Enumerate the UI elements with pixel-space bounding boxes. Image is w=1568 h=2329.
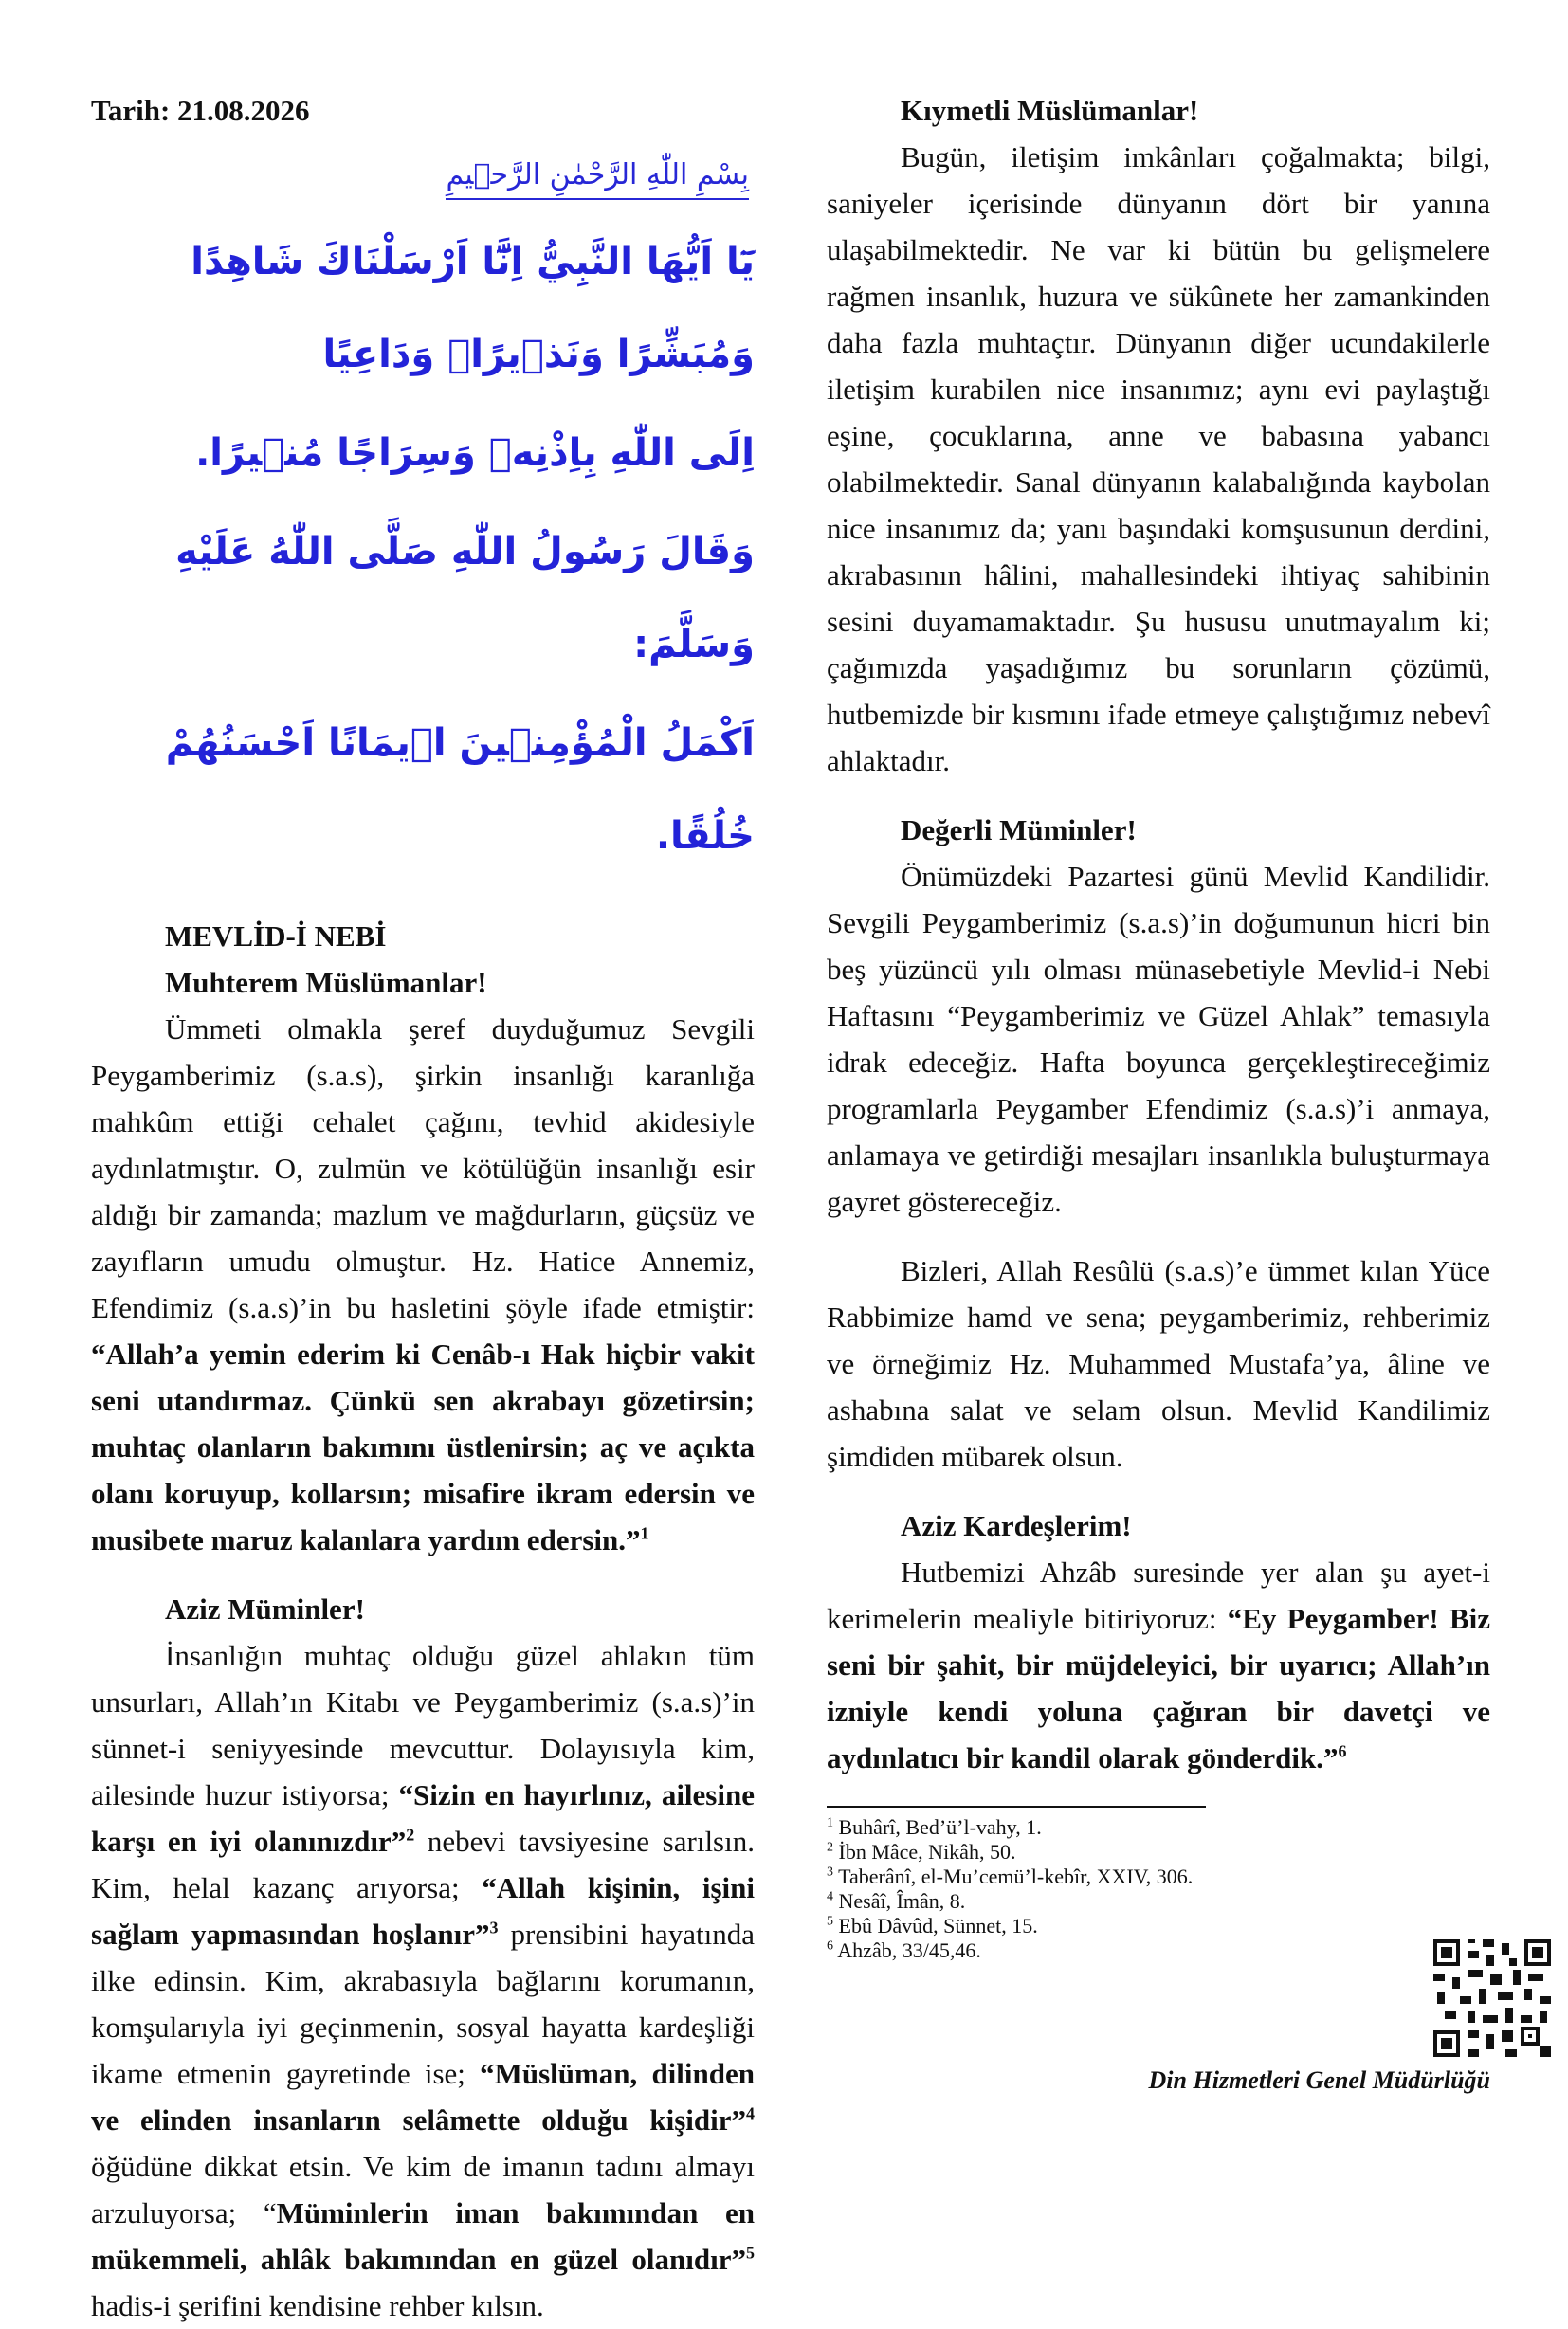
arabic-line: يَٓا اَيُّهَا النَّبِيُّ اِنَّٓا اَرْسَلْنَاكَ شَاهِدًا وَمُبَشِّرًا وَنَذ۪يرًاۙ وَدَاعِيًا bbox=[191, 240, 755, 376]
paragraph bbox=[91, 1632, 755, 2329]
hadith-quote: “Allah’a yemin ederim ki Cenâb-ı Hak hiçbir vakit seni utandırmaz. Çünkü sen akrabayı gözetirsin; muhtaç olanların bakımını üstlenirsin; aç ve açıkta olanı koruyup, kollarsın; misafire ikram edersin ve musibete maruz kalanlara yardım edersin.” bbox=[91, 1337, 755, 1556]
text: prensibini hayatında ilke edinsin. Kim, akrabasıyla bağlarını korumanın, komşularıyla iyi geçinmenin, sosyal hayatta kardeşliği ikame etmenin gayretinde ise; bbox=[91, 1918, 755, 2090]
footnote-divider bbox=[827, 1806, 1206, 1808]
section-heading: Aziz Kardeşlerim! bbox=[901, 1509, 1132, 1542]
hadith-quote: “Sizin en hayırlınız, ailesine karşı en iyi olanınızdır” bbox=[91, 1778, 755, 1858]
qr-code-icon[interactable] bbox=[1430, 1936, 1555, 2061]
footnote-number: 4 bbox=[827, 1889, 833, 1904]
footnote-ref: 1 bbox=[640, 1523, 649, 1543]
footnote-text: Buhârî, Bed’ü’l-vahy, 1. bbox=[838, 1815, 1042, 1839]
paragraph: Bizleri, Allah Resûlü (s.a.s)’e ümmet kılan Yüce Rabbimize hamd ve sena; peygamberimiz, rehberimiz ve örneğimiz Hz. Muhammed Mustafa’ya, âline ve ashabına salat ve selam olsun. Mevlid Kandilimiz şimdiden mübarek olsun. bbox=[827, 1254, 1490, 1473]
footnote-ref: 2 bbox=[406, 1825, 415, 1845]
text: Hutbemizi Ahzâb suresinde yer alan şu ayet-i kerimelerin mealiyle bitiriyoruz: bbox=[827, 1556, 1490, 1635]
arabic-line: اَكْمَلُ الْمُؤْمِن۪ينَ ا۪يمَانًا اَحْسَنُهُمْ خُلُقًا. bbox=[165, 721, 755, 858]
footnote bbox=[827, 1865, 1490, 1889]
paragraph: Önümüzdeki Pazartesi günü Mevlid Kandilidir. Sevgili Peygamberimiz (s.a.s)’in doğumunun hicri bin beş yüzüncü yılı olması münasebetiyle Mevlid-i Nebi Haftasını “Peygamberimiz ve Güzel Ahlak” temasıyla idrak edeceğiz. Hafta boyunca gerçekleştireceğimiz programlarla Peygamber Efendimiz (s.a.s)’i anmaya, anlamaya ve getirdiği mesajları insanlıkla buluşturmaya gayret göstereceğiz. bbox=[827, 860, 1490, 1218]
footnote-number: 5 bbox=[827, 1914, 833, 1929]
footnote bbox=[827, 1914, 1490, 1938]
footnote-number: 6 bbox=[827, 1938, 833, 1954]
footnote-text: Ahzâb, 33/45,46. bbox=[837, 1938, 981, 1962]
footnote-text: İbn Mâce, Nikâh, 50. bbox=[838, 1840, 1016, 1864]
arabic-line: وَقَالَ رَسُولُ اللّٰهِ صَلَّى اللّٰهُ عَلَيْهِ وَسَلَّمَ: bbox=[175, 530, 755, 666]
footnote-ref: 3 bbox=[489, 1918, 499, 1938]
signature: Din Hizmetleri Genel Müdürlüğü bbox=[1148, 2066, 1490, 2094]
text: İnsanlığın muhtaç olduğu güzel ahlakın tüm unsurları, Allah’ın Kitabı ve Peygamberimiz (s.a.s)’in sünnet-i seniyyesinde mevcuttur. Dolayısıyla kim, ailesinde huzur istiyorsa; bbox=[91, 1639, 755, 1811]
hadith-quote: “Müslüman, dilinden ve elinden insanların selâmette olduğu kişidir” bbox=[91, 2057, 755, 2137]
footnote bbox=[827, 1938, 1490, 1963]
footnote-number: 2 bbox=[827, 1840, 833, 1855]
section-heading: Kıymetli Müslümanlar! bbox=[901, 94, 1199, 127]
arabic-line: اِلَى اللّٰهِ بِاِذْنِه۪ وَسِرَاجًا مُن۪يرًا. bbox=[195, 431, 755, 475]
right-column bbox=[827, 87, 1490, 1963]
footnote bbox=[827, 1840, 1490, 1865]
section-heading: Aziz Müminler! bbox=[165, 1592, 365, 1626]
left-column bbox=[91, 87, 755, 2329]
footnote-ref: 4 bbox=[746, 2103, 755, 2123]
paragraph bbox=[827, 1549, 1490, 1781]
paragraph bbox=[91, 1006, 755, 1563]
footnote-ref: 5 bbox=[746, 2243, 755, 2263]
sermon-title: MEVLİD-İ NEBİ bbox=[165, 919, 387, 953]
footnote bbox=[827, 1815, 1490, 1840]
verse-quote: “Ey Peygamber! Biz seni bir şahit, bir müjdeleyici, bir uyarıcı; Allah’ın izniyle kendi yoluna çağıran bir davetçi ve aydınlatıcı bir kandil olarak gönderdik.” bbox=[827, 1602, 1490, 1774]
hadith-quote: “Allah kişinin, işini sağlam yapmasından hoşlanır” bbox=[91, 1871, 755, 1951]
hadith-quote: Müminlerin iman bakımından en mükemmeli, ahlâk bakımından en güzel olanıdır” bbox=[91, 2196, 756, 2276]
text: öğüdüne dikkat etsin. Ve kim de imanın tadını almayı arzuluyorsa; “ bbox=[91, 2150, 755, 2229]
basmala: بِسْمِ اللّٰهِ الرَّحْمٰنِ الرَّح۪يمِ bbox=[446, 156, 749, 200]
text: hadis-i şerifini kendisine rehber kılsın. bbox=[91, 2289, 544, 2322]
footnote-text: Taberânî, el-Mu’cemü’l-kebîr, XXIV, 306. bbox=[838, 1865, 1194, 1888]
footnote-text: Ebû Dâvûd, Sünnet, 15. bbox=[838, 1914, 1038, 1938]
footnotes bbox=[827, 1815, 1490, 1963]
footnote bbox=[827, 1889, 1490, 1914]
footnote-text: Nesâî, Îmân, 8. bbox=[838, 1889, 966, 1913]
section-heading: Muhterem Müslümanlar! bbox=[165, 966, 487, 999]
section-heading: Değerli Müminler! bbox=[901, 813, 1137, 846]
footnote-number: 1 bbox=[827, 1815, 833, 1830]
arabic-verse-block bbox=[91, 215, 755, 882]
date-line: Tarih: 21.08.2026 bbox=[91, 94, 310, 127]
footnote-number: 3 bbox=[827, 1865, 833, 1880]
paragraph: Bugün, iletişim imkânları çoğalmakta; bilgi, saniyeler içerisinde dünyanın dört bir yanına ulaşabilmektedir. Ne var ki bütün bu gelişmelere rağmen insanlık, huzura ve sükûnete her zamankinden daha fazla muhtaçtır. Dünyanın diğer ucundakilerle iletişim kurabilen nice insanımız; aynı evi paylaştığı eşine, çocuklarına, anne ve babasına yabancı olabilmektedir. Sanal dünyanın kalabalığında kaybolan nice insanımız da; yanı başındaki komşusunun derdini, akrabasının hâlini, mahallesindeki ihtiyaç sahibinin sesini duyamamaktadır. Şu hususu unutmayalım ki; çağımızda yaşadığımız bu sorunların çözümü, hutbemizde bir kısmını ifade etmeye çalıştığımız nebevî ahlaktadır. bbox=[827, 140, 1490, 777]
text: Ümmeti olmakla şeref duyduğumuz Sevgili Peygamberimiz (s.a.s), şirkin insanlığı karanlığa mahkûm ettiği cehalet çağını, tevhid akidesiyle aydınlatmıştır. O, zulmün ve kötülüğün insanlığı esir aldığı bir zamanda; mazlum ve mağdurların, güçsüz ve zayıfların umudu olmuştur. Hz. Hatice Annemiz, Efendimiz (s.a.s)’in bu hasletini şöyle ifade etmiştir: bbox=[91, 1012, 755, 1324]
text: nebevi tavsiyesine sarılsın. Kim, helal kazanç arıyorsa; bbox=[91, 1825, 755, 1904]
footnote-ref: 6 bbox=[1338, 1741, 1347, 1761]
